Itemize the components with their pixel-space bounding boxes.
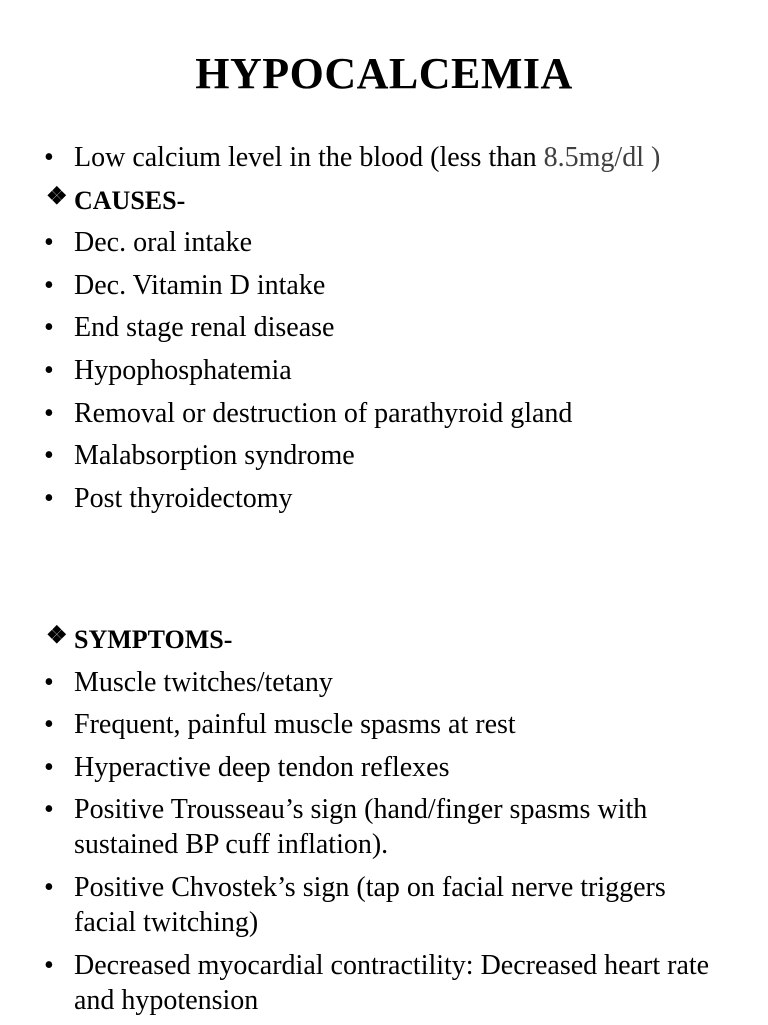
list-item — [44, 225, 734, 260]
list-item — [44, 353, 734, 388]
definition-value: 8.5mg/dl ) — [543, 142, 661, 173]
bullet-icon: • — [44, 949, 54, 981]
list-item — [44, 665, 734, 700]
bullet-icon: • — [44, 312, 54, 344]
cause-label: Hypophosphatemia — [74, 354, 292, 386]
list-item — [44, 707, 734, 742]
cause-label: End stage renal disease — [74, 312, 335, 344]
bullet-icon: • — [44, 794, 54, 826]
cause-label: Dec. oral intake — [74, 227, 253, 259]
cause-label: Malabsorption syndrome — [74, 440, 355, 472]
bullet-icon: • — [44, 269, 54, 301]
bullet-icon: • — [44, 751, 54, 783]
bullet-icon: • — [44, 666, 54, 698]
cause-label: Dec. Vitamin D intake — [74, 269, 326, 301]
list-item — [44, 481, 734, 516]
causes-list — [44, 140, 734, 523]
cause-label: Post thyroidectomy — [74, 482, 293, 514]
symptoms-list — [44, 622, 734, 1025]
causes-heading — [44, 183, 734, 218]
list-item — [44, 948, 734, 1018]
definition-text: Low calcium level in the blood (less than — [74, 142, 544, 173]
symptoms-heading-label: SYMPTOMS- — [74, 625, 233, 654]
list-item — [44, 268, 734, 303]
symptoms-heading — [44, 622, 734, 657]
bullet-icon: • — [44, 440, 54, 472]
cause-label: Removal or destruction of parathyroid gland — [74, 397, 573, 429]
list-item — [44, 750, 734, 785]
symptom-label: Positive Chvostek’s sign (tap on facial nerve triggers facial twitching) — [74, 871, 666, 938]
bullet-icon: • — [44, 871, 54, 903]
list-item — [44, 438, 734, 473]
symptom-label: Positive Trousseau’s sign (hand/finger spasms with sustained BP cuff inflation). — [74, 794, 648, 861]
symptom-label: Hyperactive deep tendon reflexes — [74, 751, 450, 783]
page-title: HYPOCALCEMIA — [195, 49, 573, 98]
bullet-icon: • — [44, 227, 54, 259]
list-item — [44, 792, 734, 862]
symptom-label: Muscle twitches/tetany — [74, 666, 333, 698]
bullet-icon: • — [44, 709, 54, 741]
bullet-icon: • — [44, 397, 54, 429]
causes-heading-label: CAUSES- — [74, 185, 186, 215]
bullet-icon: • — [44, 354, 54, 386]
diamond-icon: ❖ — [46, 623, 68, 649]
list-item — [44, 310, 734, 345]
list-item — [44, 140, 734, 175]
list-item — [44, 870, 734, 940]
symptom-label: Frequent, painful muscle spasms at rest — [74, 709, 516, 741]
diamond-icon: ❖ — [46, 183, 68, 210]
symptom-label: Decreased myocardial contractility: Decreased heart rate and hypotension — [74, 949, 710, 1016]
bullet-icon: • — [44, 482, 54, 514]
list-item — [44, 396, 734, 431]
bullet-icon: • — [44, 142, 54, 173]
